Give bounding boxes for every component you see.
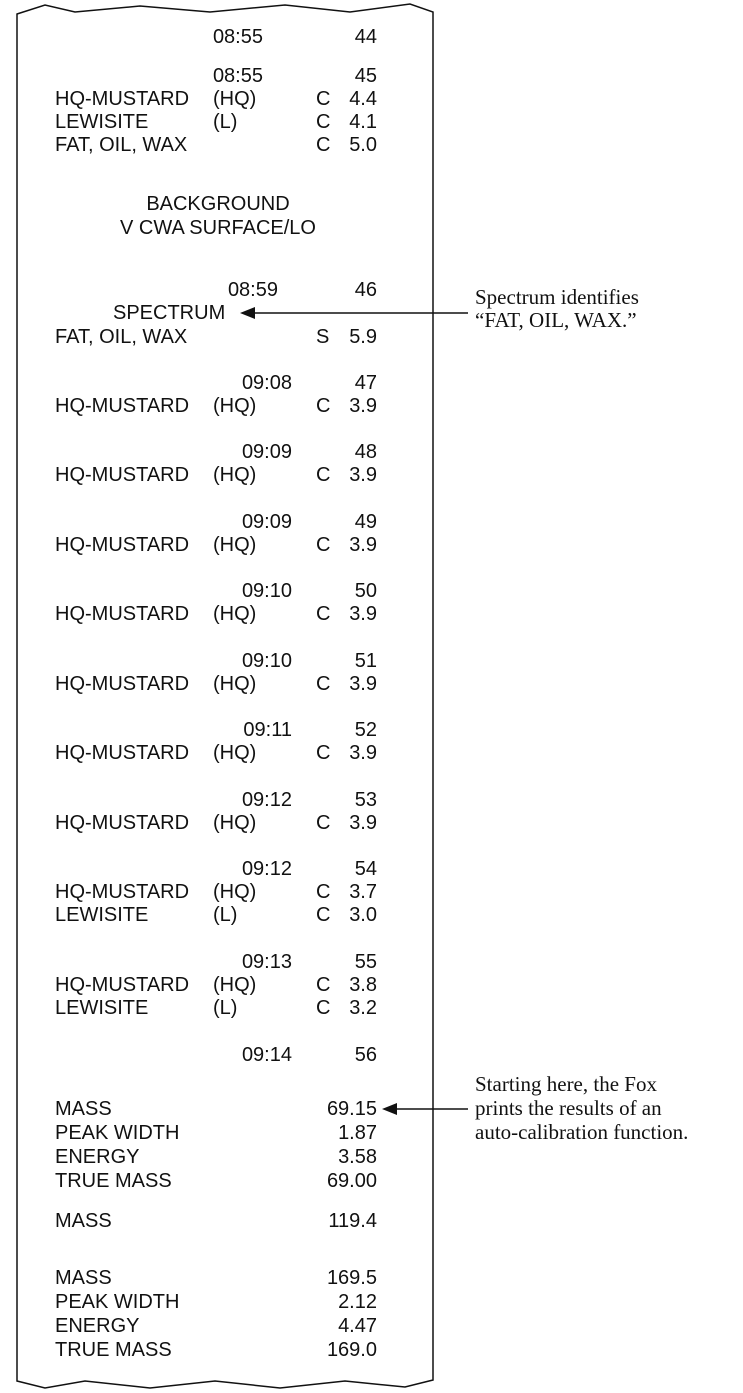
record-sequence: 51 xyxy=(354,650,377,672)
detection-value: 3.9 xyxy=(349,464,377,486)
agent-name: HQ-MUSTARD xyxy=(55,812,190,834)
detection-flag: C xyxy=(316,111,331,133)
calibration-annotation-line: Starting here, the Fox xyxy=(475,1072,657,1096)
record-time: 09:12 xyxy=(241,858,292,880)
calibration-label: ENERGY xyxy=(55,1315,140,1337)
agent-name: LEWISITE xyxy=(55,997,149,1019)
record-time: 08:59 xyxy=(227,279,278,301)
detection-flag: C xyxy=(316,134,331,156)
detection-flag: C xyxy=(316,904,331,926)
detection-value: 3.9 xyxy=(349,395,377,417)
record-sequence: 48 xyxy=(354,441,377,463)
agent-code: (HQ) xyxy=(213,464,257,486)
record-sequence: 45 xyxy=(354,65,377,87)
agent-code: (HQ) xyxy=(213,742,257,764)
agent-code: (HQ) xyxy=(213,395,257,417)
agent-name: HQ-MUSTARD xyxy=(55,673,190,695)
detection-value: 4.4 xyxy=(349,88,377,110)
record-sequence: 53 xyxy=(354,789,377,811)
calibration-label: PEAK WIDTH xyxy=(55,1122,180,1144)
agent-code: (HQ) xyxy=(213,88,257,110)
record-time: 08:55 xyxy=(212,65,263,87)
agent-code: (HQ) xyxy=(213,534,257,556)
detection-value: 3.9 xyxy=(349,534,377,556)
calibration-label: TRUE MASS xyxy=(55,1170,172,1192)
agent-name: HQ-MUSTARD xyxy=(55,742,190,764)
agent-code: (L) xyxy=(213,997,238,1019)
agent-name: HQ-MUSTARD xyxy=(55,974,190,996)
record-time: 09:08 xyxy=(241,372,292,394)
agent-name: HQ-MUSTARD xyxy=(55,464,190,486)
detection-value: 3.9 xyxy=(349,603,377,625)
calibration-label: TRUE MASS xyxy=(55,1339,172,1361)
agent-name: HQ-MUSTARD xyxy=(55,881,190,903)
calibration-value: 169.0 xyxy=(326,1339,377,1361)
calibration-value: 69.00 xyxy=(326,1170,377,1192)
detection-value: 3.7 xyxy=(349,881,377,903)
detection-flag: S xyxy=(316,326,330,348)
agent-code: (HQ) xyxy=(213,881,257,903)
record-time: 09:09 xyxy=(241,441,292,463)
agent-code: (HQ) xyxy=(213,603,257,625)
detection-flag: C xyxy=(316,812,331,834)
record-sequence: 46 xyxy=(354,279,377,301)
detection-flag: C xyxy=(316,742,331,764)
agent-code: (L) xyxy=(213,111,238,133)
detection-value: 5.9 xyxy=(349,326,377,348)
record-time: 09:09 xyxy=(241,511,292,533)
agent-code: (HQ) xyxy=(213,673,257,695)
record-time: 08:55 xyxy=(212,26,263,48)
calibration-label: ENERGY xyxy=(55,1146,140,1168)
detection-value: 3.9 xyxy=(349,742,377,764)
detection-value: 5.0 xyxy=(349,134,377,156)
calibration-label: MASS xyxy=(55,1210,112,1232)
detection-flag: C xyxy=(316,395,331,417)
calibration-value: 1.87 xyxy=(338,1122,377,1144)
detection-value: 3.2 xyxy=(349,997,377,1019)
calibration-annotation-line: auto-calibration function. xyxy=(475,1120,689,1144)
spectrum-label: SPECTRUM xyxy=(113,302,226,324)
record-time: 09:10 xyxy=(241,650,292,672)
agent-code: (L) xyxy=(213,904,238,926)
detection-flag: C xyxy=(316,534,331,556)
record-sequence: 56 xyxy=(354,1044,377,1066)
calibration-value: 3.58 xyxy=(338,1146,377,1168)
detection-flag: C xyxy=(316,603,331,625)
agent-name: FAT, OIL, WAX xyxy=(55,326,188,348)
background-title: BACKGROUND xyxy=(146,193,290,215)
detection-value: 3.9 xyxy=(349,673,377,695)
agent-name: LEWISITE xyxy=(55,904,149,926)
detection-value: 3.9 xyxy=(349,812,377,834)
detection-flag: C xyxy=(316,974,331,996)
record-sequence: 54 xyxy=(354,858,377,880)
record-time: 09:14 xyxy=(241,1044,292,1066)
calibration-label: PEAK WIDTH xyxy=(55,1291,180,1313)
agent-name: HQ-MUSTARD xyxy=(55,603,190,625)
calibration-label: MASS xyxy=(55,1098,112,1120)
detection-flag: C xyxy=(316,673,331,695)
calibration-annotation-line: prints the results of an xyxy=(475,1096,662,1120)
detection-flag: C xyxy=(316,881,331,903)
record-time: 09:12 xyxy=(241,789,292,811)
detection-flag: C xyxy=(316,997,331,1019)
calibration-value: 169.5 xyxy=(326,1267,377,1289)
record-sequence: 47 xyxy=(354,372,377,394)
calibration-label: MASS xyxy=(55,1267,112,1289)
detection-value: 4.1 xyxy=(349,111,377,133)
record-sequence: 52 xyxy=(354,719,377,741)
spectrum-annotation-line: Spectrum identifies xyxy=(475,285,639,309)
record-sequence: 50 xyxy=(354,580,377,602)
record-sequence: 49 xyxy=(354,511,377,533)
agent-name: HQ-MUSTARD xyxy=(55,395,190,417)
agent-code: (HQ) xyxy=(213,812,257,834)
detection-value: 3.0 xyxy=(349,904,377,926)
record-time: 09:13 xyxy=(241,951,292,973)
detection-value: 3.8 xyxy=(349,974,377,996)
record-time: 09:10 xyxy=(241,580,292,602)
agent-name: HQ-MUSTARD xyxy=(55,534,190,556)
background-subtitle: V CWA SURFACE/LO xyxy=(120,217,316,239)
spectrum-annotation-line: “FAT, OIL, WAX.” xyxy=(475,308,637,332)
calibration-value: 69.15 xyxy=(326,1098,377,1120)
calibration-value: 2.12 xyxy=(338,1291,377,1313)
record-time: 09:11 xyxy=(243,719,292,741)
record-sequence: 55 xyxy=(354,951,377,973)
calibration-value: 4.47 xyxy=(338,1315,377,1337)
agent-code: (HQ) xyxy=(213,974,257,996)
agent-name: LEWISITE xyxy=(55,111,149,133)
record-sequence: 44 xyxy=(354,26,377,48)
agent-name: HQ-MUSTARD xyxy=(55,88,190,110)
agent-name: FAT, OIL, WAX xyxy=(55,134,188,156)
detection-flag: C xyxy=(316,464,331,486)
detection-flag: C xyxy=(316,88,331,110)
calibration-value: 119.4 xyxy=(328,1210,377,1232)
